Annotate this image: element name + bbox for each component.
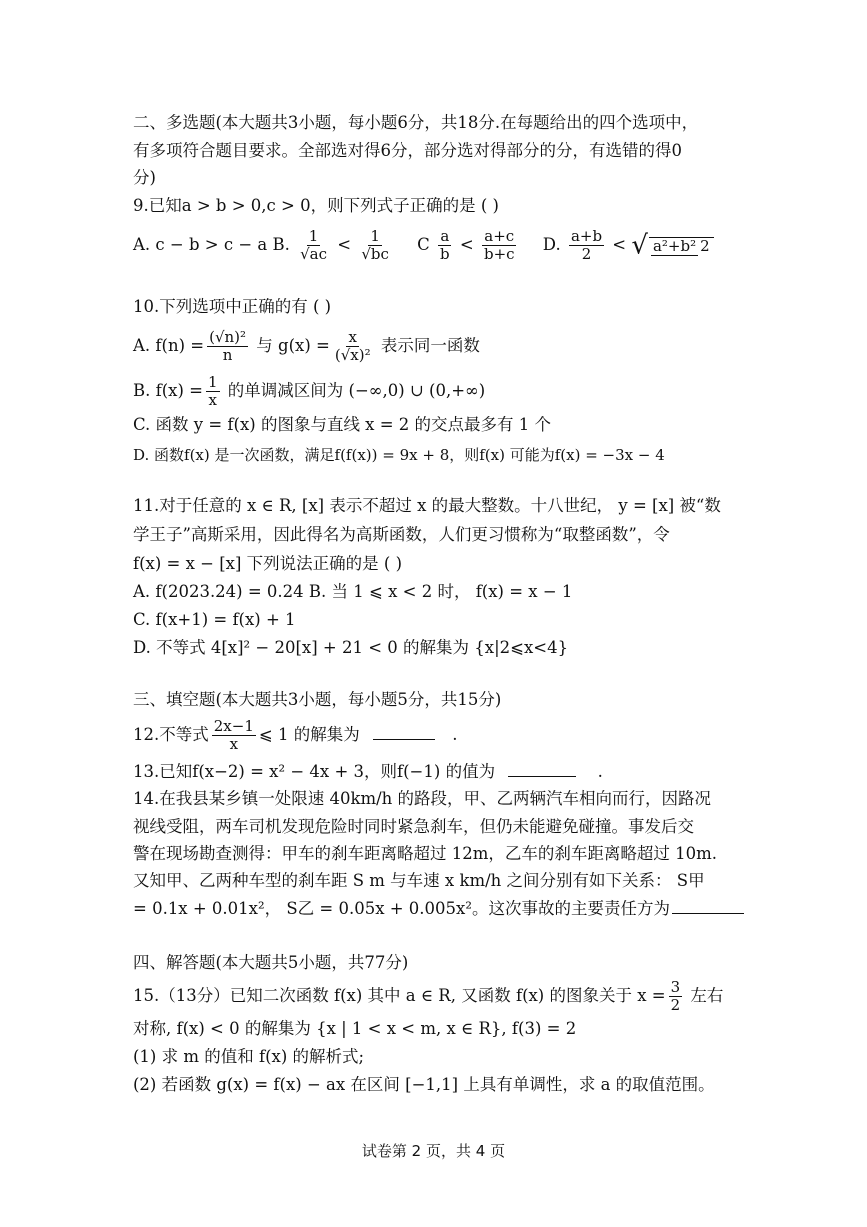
q11-line3: f(x) = x − [x] 下列说法正确的是 ( ) xyxy=(133,554,403,573)
q15-line1 xyxy=(133,978,723,1014)
q14-line3: 警在现场勘查测得：甲车的刹车距离略超过 12m，乙车的刹车距离略超过 10m. xyxy=(133,844,718,863)
q14-answer-blank[interactable] xyxy=(672,899,744,914)
q10-option-a-mid: 与 g(x) = xyxy=(251,336,330,355)
q11-option-c: C. f(x+1) = f(x) + 1 xyxy=(133,610,296,629)
q9-option-d-frac1: $\frac{a+b}{2}$ xyxy=(570,227,603,263)
q12-pre: 12.不等式 xyxy=(133,725,209,744)
q15-part2: (2) 若函数 g(x) = f(x) − ax 在区间 [−1,1] 上具有单调性，求 a 的取值范围。 xyxy=(133,1075,715,1094)
q10-option-a xyxy=(133,328,480,364)
q12-post: ⩽ 1 的解集为 xyxy=(258,725,360,744)
q14-line1: 14.在我县某乡镇一处限速 40km/h 的路段，甲、乙两辆汽车相向而行，因路况 xyxy=(133,789,712,808)
q15-line1-pre: 15.（13分）已知二次函数 f(x) 其中 a ∈ R, 又函数 f(x) 的图象关于 x = xyxy=(133,986,666,1005)
q10-option-d: D. 函数f(x) 是一次函数，满足f(f(x)) = 9x + 8，则f(x) 可能为f(x) = −3x − 4 xyxy=(133,446,665,464)
section2-header-line2: 有多项符合题目要求。全部选对得6分，部分选对得部分的分，有选错的得0 xyxy=(133,141,682,160)
sqrt-sign: √ xyxy=(631,230,648,261)
q9-option-c-label: C xyxy=(417,235,430,254)
section3-header: 三、填空题(本大题共3小题，每小题5分，共15分) xyxy=(133,690,502,709)
q11-option-d: D. 不等式 4[x]² − 20[x] + 21 < 0 的解集为 {x|2⩽x<4} xyxy=(133,638,569,657)
q12 xyxy=(133,717,457,753)
q10-option-a-pre: A. f(n) = xyxy=(133,336,205,355)
q10-option-b xyxy=(133,374,485,409)
q10-option-b-post: 的单调减区间为 (−∞,0) ∪ (0,+∞) xyxy=(222,381,486,400)
q10-option-a-frac1: $\frac{\text{(√n)²}}{n}$ xyxy=(209,328,247,364)
q13-answer-blank[interactable] xyxy=(508,762,576,777)
q11-line2: 学王子”高斯采用，因此得名为高斯函数，人们更习惯称为“取整函数”，令 xyxy=(133,525,670,544)
q9-option-d-label: D. xyxy=(542,235,561,254)
section2-header-line3: 分) xyxy=(133,168,156,187)
q12-end: . xyxy=(446,725,458,744)
q9-option-c-lt: < xyxy=(454,235,479,254)
q14-line2: 视线受阻，两车司机发现危险时同时紧急刹车，但仍未能避免碰撞。事发后交 xyxy=(133,817,694,836)
q12-answer-blank[interactable] xyxy=(373,725,435,740)
section4-header: 四、解答题(本大题共5小题，共77分) xyxy=(133,953,409,972)
q15-frac: $\frac{3}{2}$ xyxy=(670,978,681,1014)
q10-option-b-pre: B. f(x) = xyxy=(133,381,203,400)
q14-line4: 又知甲、乙两种车型的刹车距 S m 与车速 x km/h 之间分别有如下关系： S甲 xyxy=(133,871,705,890)
q14-line5 xyxy=(133,898,744,920)
q10-option-a-frac2: $\frac{x}{\text{(√x)²}}$ xyxy=(334,328,371,364)
q10-stem: 10.下列选项中正确的有 ( ) xyxy=(133,297,332,316)
q10-option-b-frac: $\frac{1}{x}$ xyxy=(207,373,218,409)
q9-option-b-frac2: $\frac{1}{√bc}$ xyxy=(361,227,389,263)
q9-option-d-lt: < xyxy=(607,235,632,254)
q9-option-c-frac2: $\frac{a+c}{b+c}$ xyxy=(483,227,515,263)
page-footer: 试卷第 2 页，共 4 页 xyxy=(361,1142,506,1160)
q13-text: 13.已知f(x−2) = x² − 4x + 3，则f(−1) 的值为 xyxy=(133,762,496,781)
q15-part1: (1) 求 m 的值和 f(x) 的解析式; xyxy=(133,1047,365,1066)
q9-options xyxy=(133,228,717,263)
q9-option-b-frac1: $\frac{1}{√ac}$ xyxy=(300,227,328,263)
q10-option-c: C. 函数 y = f(x) 的图象与直线 x = 2 的交点最多有 1 个 xyxy=(133,415,552,434)
q9-option-c-frac1: $\frac{a}{b}$ xyxy=(440,227,450,263)
q9-option-d-frac2: a²+b² 2 xyxy=(649,237,714,255)
q13 xyxy=(133,761,603,783)
q9-option-b-lt: < xyxy=(332,235,357,254)
q15-line1-post: 左右 xyxy=(685,986,724,1005)
q15-line2: 对称, f(x) < 0 的解集为 {x | 1 < x < m, x ∈ R}, f(3) = 2 xyxy=(133,1019,577,1038)
q11-option-a-b: A. f(2023.24) = 0.24 B. 当 1 ⩽ x < 2 时， f(x) = x − 1 xyxy=(133,582,573,601)
q14-line5-text: = 0.1x + 0.01x²， S乙 = 0.05x + 0.005x²。这次事故的主要责任方为 xyxy=(133,899,670,918)
q9-stem: 9.已知a > b > 0,c > 0，则下列式子正确的是 ( ) xyxy=(133,196,499,215)
q10-option-a-post: 表示同一函数 xyxy=(375,336,480,355)
section2-header-line1: 二、多选题(本大题共3小题，每小题6分，共18分.在每题给出的四个选项中， xyxy=(133,113,699,132)
q12-frac: $\frac{2x-1}{x}$ xyxy=(213,717,254,753)
q11-line1: 11.对于任意的 x ∈ R, [x] 表示不超过 x 的最大整数。十八世纪， y = [x] 被“数 xyxy=(133,496,721,515)
q13-end: . xyxy=(592,762,603,781)
q9-option-a: A. c − b > c − a B. xyxy=(133,235,290,254)
